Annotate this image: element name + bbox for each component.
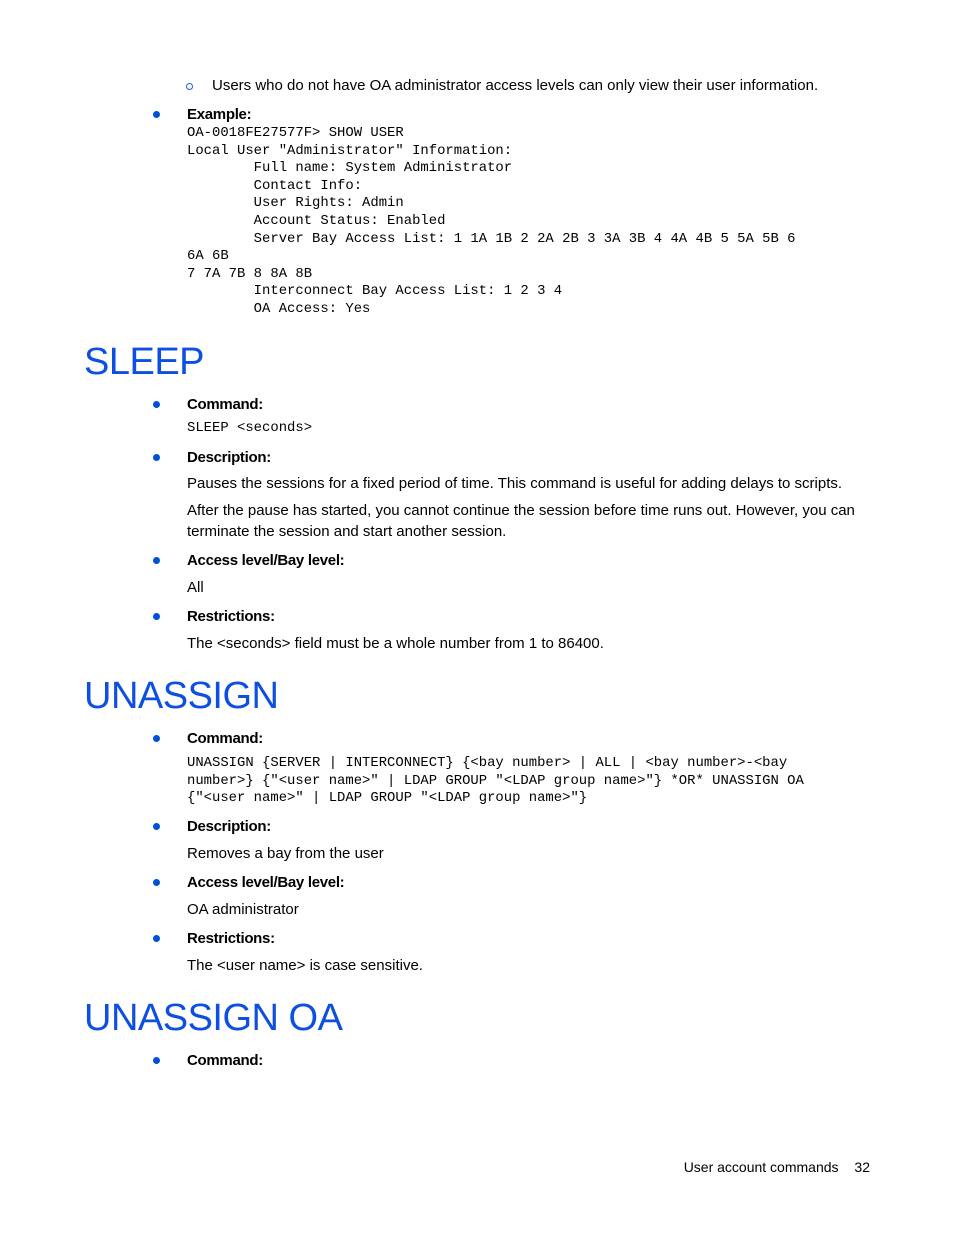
code-line: 7 7A 7B 8 8A 8B [187,265,313,282]
description-label: Description: [187,449,271,466]
code-line: Account Status: Enabled [187,212,446,229]
bullet-marker [153,613,160,620]
description-text: Removes a bay from the user [187,845,384,862]
access-level-value: OA administrator [187,901,299,918]
command-label: Command: [187,396,263,413]
code-line: Server Bay Access List: 1 1A 1B 2 2A 2B 3 3A 3B 4 4A 4B 5 5A 5B 6 [187,230,796,247]
command-label: Command: [187,1052,263,1069]
description-text: Pauses the sessions for a fixed period of time. This command is useful for adding delays to scripts. [187,475,843,492]
example-code-block [187,125,796,319]
command-code: SLEEP <seconds> [187,420,313,436]
code-line: Full name: System Administrator [187,160,513,177]
section-heading-unassign: UNASSIGN [84,675,279,717]
description-label: Description: [187,818,271,835]
restrictions-label: Restrictions: [187,930,275,947]
code-line: Local User "Administrator" Information: [187,142,513,159]
code-line: {"<user name>" | LDAP GROUP "<LDAP group name>"} [187,790,588,807]
code-line: OA Access: Yes [187,300,371,317]
code-line: 6A 6B [187,248,229,265]
command-label: Command: [187,730,263,747]
section-heading-sleep: SLEEP [84,341,205,383]
restrictions-text: The <user name> is case sensitive. [187,957,423,974]
code-line: Contact Info: [187,177,363,194]
code-line: User Rights: Admin [187,195,404,212]
sub-bullet-marker [186,83,193,90]
bullet-marker [153,879,160,886]
bullet-marker [153,557,160,564]
restrictions-text: The <seconds> field must be a whole number from 1 to 86400. [187,635,604,652]
sub-bullet-text: Users who do not have OA administrator access levels can only view their user information. [212,77,819,94]
bullet-marker [153,935,160,942]
access-level-label: Access level/Bay level: [187,552,345,569]
bullet-marker [153,454,160,461]
code-line: number>} {"<user name>" | LDAP GROUP "<LDAP group name>"} *OR* UNASSIGN OA [187,772,804,789]
bullet-marker [153,111,160,118]
footer-section-title: User account commands [683,1159,839,1175]
example-label: Example: [187,106,252,123]
footer-page-number: 32 [854,1159,870,1175]
description-text: After the pause has started, you cannot continue the session before time runs out. However, you can terminate the session and start another session. [187,502,855,540]
bullet-marker [153,1057,160,1064]
access-level-value: All [187,579,204,596]
code-line: Interconnect Bay Access List: 1 2 3 4 [187,283,563,300]
restrictions-label: Restrictions: [187,608,275,625]
code-line: UNASSIGN {SERVER | INTERCONNECT} {<bay number> | ALL | <bay number>-<bay [187,755,788,771]
bullet-marker [153,735,160,742]
command-code-block [187,755,804,808]
bullet-marker [153,823,160,830]
bullet-marker [153,401,160,408]
code-line: OA-0018FE27577F> SHOW USER [187,125,404,141]
section-heading-unassign-oa: UNASSIGN OA [84,997,343,1039]
access-level-label: Access level/Bay level: [187,874,345,891]
page-footer [684,1157,870,1177]
